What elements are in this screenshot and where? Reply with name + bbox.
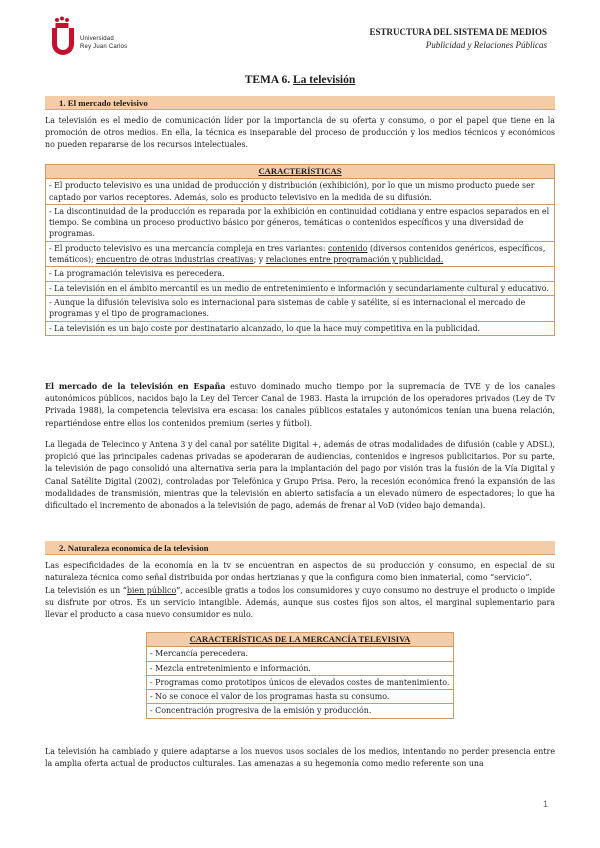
table-header: CARACTERÍSTICAS — [46, 165, 555, 179]
characteristics-table — [45, 164, 555, 336]
logo-text: Universidad Rey Juan Carlos — [80, 36, 128, 50]
page-number: 1 — [542, 799, 548, 809]
section1-intro: La televisión es el medio de comunicación líder por la importancia de su oferta y consumo, o por el papel que tiene en la promoción de otros medios. En ella, la técnica es inseparable del proceso de producción y los medios técnicos y económicos no pueden repararse de los recursos intelectuales. — [45, 116, 555, 150]
table-row: - Aunque la difusión televisiva solo es internacional para sistemas de cable y satélite, sí es internacional el mercado de programas y el tipo de programaciones. — [46, 295, 555, 321]
table-row: - Programas como prototipos únicos de elevados costes de mantenimiento. — [147, 675, 454, 689]
table-row: - Mercancía perecedera. — [147, 647, 454, 661]
table-row: - La programación televisiva es perecedera. — [46, 267, 555, 281]
page-title: TEMA 6. La televisión — [244, 74, 356, 86]
table-row: - Mezcla entretenimiento e información. — [147, 661, 454, 675]
table-row: - La discontinuidad de la producción es reparada por la exhibición en continuidad cotidiana y entre espacios separados en el tiempo. Se combina un proceso productivo básico por géneros, temáticas o contenidos específicos y una diversidad de programas. — [46, 204, 555, 241]
section1-paragraph-2: El mercado de la televisión en España estuvo dominado mucho tiempo por la supremacía de TVE y de los canales autonómicos públicos, nacidos bajo la Ley del Tercer Canal de 1983. Hasta la irrupción de los operadores privados (Ley de Tv Privada 1988), la competencia televisiva era escasa: los canales públicos estatales y autonómicos tenían una buena relación, repartiéndose entre ellos los contenidos premium (series y fútbol). — [45, 382, 555, 428]
university-logo — [50, 16, 160, 56]
section1-paragraph-3: La llegada de Telecinco y Antena 3 y del canal por satélite Digital +, además de otras modalidades de difusión (cable y ADSL), propició que las principales cadenas privadas se apoderaran de audiencias, contenidos e ingresos publicitarios. Por su parte, la televisión de pago consolidó una alternativa seria para la implantación del pago por visión tras la fusión de la Vía Digital y Canal Satélite Digital (2002), controladas por Telefónica y Grupo Prisa. Pero, la recesión económica frenó la expansión de las modalidades de transmisión, mientras que la televisión en abierto satisfacía a un elevado número de espectadores; lo que ha dificultado el incremento de abonados a la televisión de pago, además de frenar al VoD (video bajo demanda). — [45, 440, 555, 511]
table-row: - La televisión es un bajo coste por destinatario alcanzado, lo que la hace muy competitiva en la publicidad. — [46, 321, 555, 335]
section-heading-2: 2. Naturaleza economica de la television — [45, 541, 555, 555]
section2-paragraph-2: La televisión es un “bien público”, accesible gratis a todos los consumidores y cuyo consumo no destruye el producto o impide su disfrute por otros. Es un servicio intangible. Además, aunque sus costes fijos son altos, el marginal suplementario para llevar el producto a casa nuevo consumidor es nulo. — [45, 586, 555, 620]
table-row: - El producto televisivo es una mercancía compleja en tres variantes: contenido (diversos contenidos genéricos, específicos, temáticos); encuentro de otras industrias creativas; y relaciones entre programación y publicidad. — [46, 241, 555, 267]
course-title: ESTRUCTURA DEL SISTEMA DE MEDIOS — [369, 27, 547, 37]
table-row: - No se conoce el valor de los programas hasta su consumo. — [147, 690, 454, 704]
merchandise-table — [146, 632, 454, 719]
section-heading-1: 1. El mercado televisivo — [45, 96, 555, 110]
logo-u-mark — [52, 28, 74, 55]
course-subtitle: Publicidad y Relaciones Públicas — [425, 40, 547, 50]
table-row: - La televisión en el ámbito mercantil es un medio de entretenimiento e información y secundariamente cultural y educativo. — [46, 281, 555, 295]
section2-paragraph-3: La televisión ha cambiado y quiere adaptarse a los nuevos usos sociales de los medios, intentando no perder presencia entre la amplia oferta actual de productos culturales. Las amenazas a su hegemonía como medio referente son una — [45, 747, 555, 769]
table-row: - Concentración progresiva de la emisión y producción. — [147, 704, 454, 718]
table-row: - El producto televisivo es una unidad de producción y distribución (exhibición), por lo que un mismo producto puede ser captado por varios receptores. Además, solo es producto televisivo en la medida de su difusión. — [46, 179, 555, 205]
table-header: CARACTERÍSTICAS DE LA MERCANCÍA TELEVISIVA — [147, 633, 454, 647]
section2-paragraph-1: Las especificidades de la economía en la tv se encuentran en aspectos de su producción y consumo, en especial de su naturaleza técnica como señal distribuida por ondas hertzianas y que la configura como bien inmaterial, como “servicio”. — [45, 561, 555, 583]
